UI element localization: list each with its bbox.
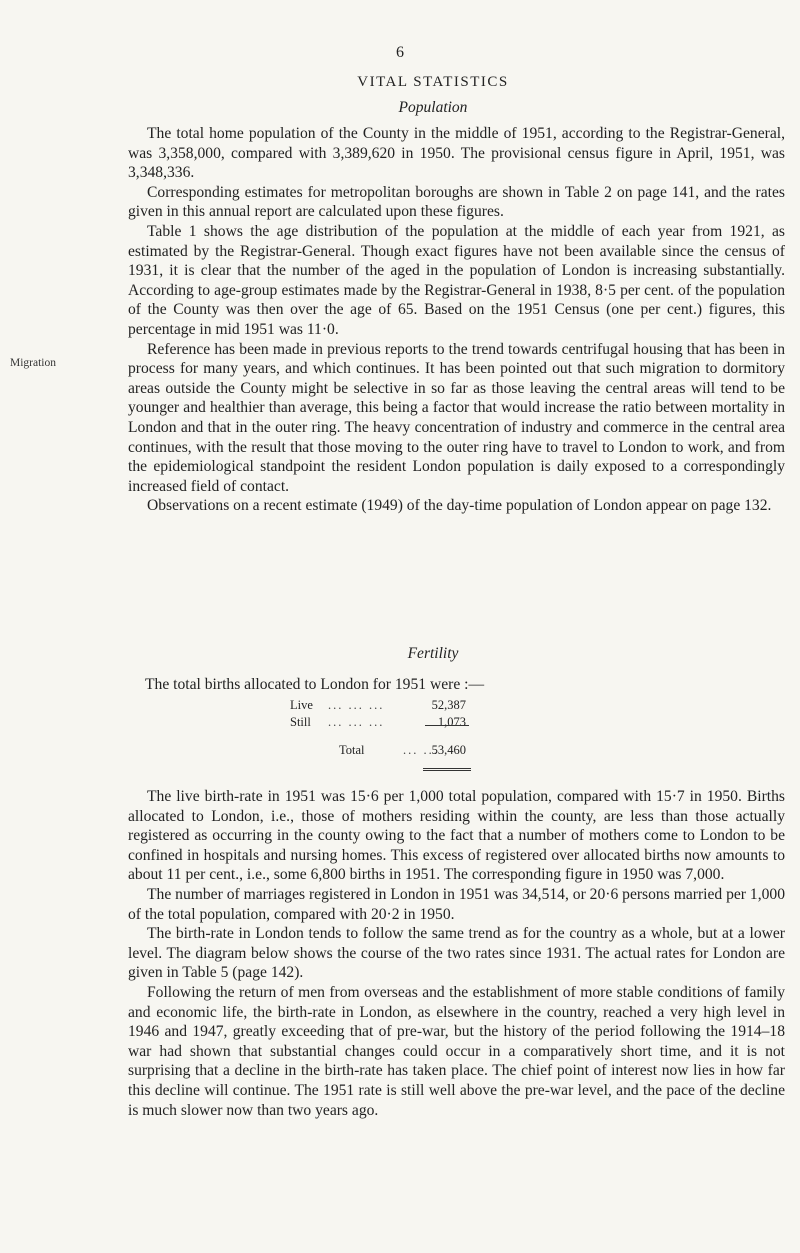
paragraph: Corresponding estimates for metropolitan boroughs are shown in Table 2 on page 141, and the rates given in this annual report are calculated upon these figures. xyxy=(128,183,785,221)
total-rule-top xyxy=(425,725,469,726)
paragraph: Table 1 shows the age distribution of the population at the middle of each year from 1921, as estimated by the Registrar-General. Though exact figures have not been available since the census of 1931, it is clear that the number of the aged in the population of London is increasing substantially. According to age-group estimates made by the Registrar-General in 1938, 8·5 per cent. of the population of the County was then over the age of 65. Based on the 1951 Census (one per cent.) figures, this percentage in mid 1951 was 11·0. xyxy=(128,222,785,338)
paragraph: The birth-rate in London tends to follow the same trend as for the country as a whole, but at a lower level. The diagram below shows the course of the two rates since 1931. The actual rates for London are given in Table 5 (page 142). xyxy=(128,925,785,982)
leader-dots: ... ... ... xyxy=(328,698,385,712)
leader-dots: ... ... xyxy=(403,743,439,757)
page-number: 6 xyxy=(396,44,404,61)
paragraph: The total home population of the County in the middle of 1951, according to the Registrar-General, was 3,358,000, compared with 3,389,620 in 1950. The provisional census figure in April, 1951, was 3,348,336. xyxy=(128,125,785,182)
paragraph: The number of marriages registered in London in 1951 was 34,514, or 20·6 persons married per 1,000 of the total population, compared with 20·2 in 1950. xyxy=(128,885,785,923)
paragraph: Reference has been made in previous reports to the trend towards centrifugal housing that has been in process for many years, and which continues. It has been pointed out that such migration to dormitory areas outside the County might be selective in so far as those leaving the central areas will tend to be younger and healthier than average, this being a factor that would increase the ratio between mortality in London and that in the outer ring. The heavy concentration of industry and commerce in the central area continues, with the result that those moving to the outer ring have to travel to London to work, and from the epidemiological standpoint the resident London population is daily exposed to a correspondingly increased field of contact. xyxy=(128,340,785,495)
row-label: Live xyxy=(290,698,313,712)
total-value: 53,460 xyxy=(431,743,466,757)
births-table xyxy=(270,697,480,759)
population-text xyxy=(128,124,785,516)
table-total-row xyxy=(270,742,480,759)
page-title: VITAL STATISTICS xyxy=(357,74,509,90)
paragraph: Following the return of men from overseas and the establishment of more stable conditions of family and economic life, the birth-rate in London, as elsewhere in the country, reached a very high level in 1946 and 1947, greatly exceeding that of pre-war, but the history of the period following the 1914–18 war had shown that substantial changes could occur in a comparatively short time, and it is not surprising that a decline in the birth-rate has taken place. The chief point of interest now lies in how far this decline will continue. The 1951 rate is still well above the pre-war level, and the pace of the decline is much slower now than two years ago. xyxy=(128,983,785,1119)
row-value: 1,073 xyxy=(437,715,466,729)
table-row xyxy=(270,697,480,714)
population-heading: Population xyxy=(398,99,468,116)
total-label: Total xyxy=(339,743,365,757)
births-intro: The total births allocated to London for 1951 were :— xyxy=(145,676,485,693)
leader-dots: ... ... ... xyxy=(328,715,385,729)
fertility-heading: Fertility xyxy=(407,645,459,662)
table-row xyxy=(270,714,480,731)
fertility-text xyxy=(128,787,785,1120)
paragraph: Observations on a recent estimate (1949) of the day-time population of London appear on page 132. xyxy=(147,497,772,515)
total-rule-bottom xyxy=(423,768,471,771)
migration-margin-label: Migration xyxy=(10,357,56,369)
row-value: 52,387 xyxy=(431,698,466,712)
paragraph: The live birth-rate in 1951 was 15·6 per 1,000 total population, compared with 15·7 in 1950. Births allocated to London, i.e., those of mothers residing within the county, are less than those actually registered as occurring in the county owing to the fact that a number of mothers come to London to be confined in hospitals and nursing homes. This excess of registered over allocated births now amounts to about 11 per cent., i.e., some 6,800 births in 1951. The corresponding figure in 1950 was 7,000. xyxy=(128,788,785,884)
row-label: Still xyxy=(290,715,311,729)
